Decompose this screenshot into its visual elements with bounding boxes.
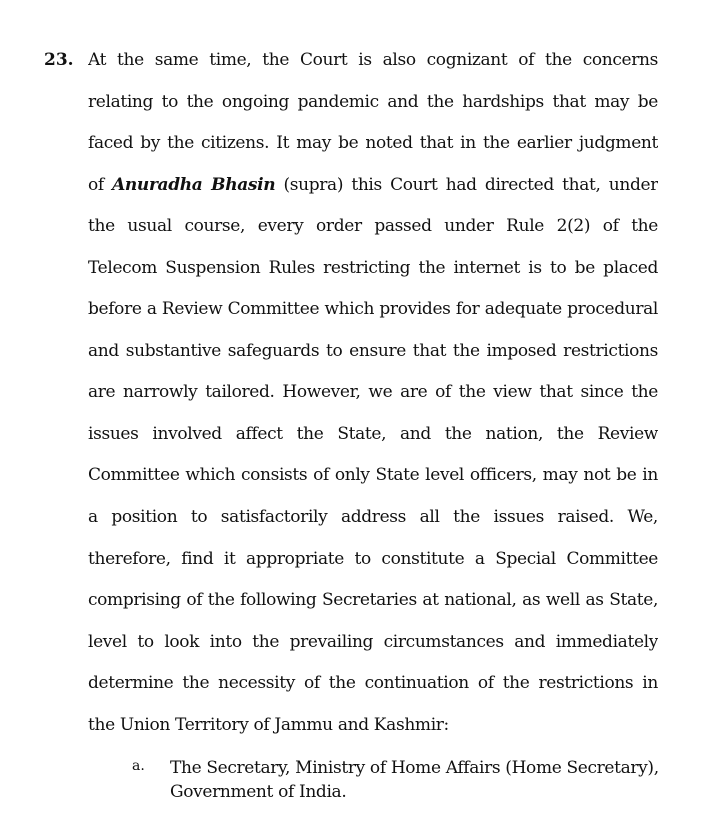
paragraph-line: a position to satisfactorily address all the issues raised. We,	[88, 507, 658, 528]
line-prefix: of	[88, 174, 104, 195]
paragraph-line: the Union Territory of Jammu and Kashmir:	[88, 714, 449, 735]
paragraph-line: At the same time, the Court is also cognizant of the concerns	[88, 50, 658, 70]
paragraph-line: comprising of the following Secretaries at national, as well as State,	[88, 590, 658, 611]
sub-item-line: The Secretary, Ministry of Home Affairs (Home Secretary),	[170, 758, 659, 778]
paragraph-line: therefore, find it appropriate to constitute a Special Committee	[88, 548, 658, 569]
line-suffix: (supra) this Court had directed that, under	[283, 174, 658, 195]
paragraph-line: Committee which consists of only State level officers, may not be in	[88, 465, 658, 486]
paragraph-line: level to look into the prevailing circumstances and immediately	[88, 631, 658, 652]
paragraph-line: and substantive safeguards to ensure that the imposed restrictions	[88, 340, 658, 361]
paragraph-line: issues involved affect the State, and the nation, the Review	[88, 423, 658, 444]
paragraph-line: before a Review Committee which provides for adequate procedural	[88, 299, 658, 320]
paragraph-line-with-case	[88, 175, 658, 195]
paragraph-line: determine the necessity of the continuation of the restrictions in	[88, 673, 658, 694]
paragraph-line: relating to the ongoing pandemic and the hardships that may be	[88, 91, 658, 112]
paragraph-line: Telecom Suspension Rules restricting the internet is to be placed	[88, 257, 658, 278]
sub-item-line: Government of India.	[170, 782, 347, 802]
paragraph-line: faced by the citizens. It may be noted that in the earlier judgment	[88, 133, 658, 154]
paragraph-body	[88, 50, 658, 756]
paragraph-number: 23.	[44, 50, 74, 70]
paragraph-line: are narrowly tailored. However, we are of the view that since the	[88, 382, 658, 403]
sub-item-text	[170, 756, 662, 804]
sub-item-marker: a.	[132, 758, 145, 774]
case-name: Anuradha Bhasin	[112, 174, 276, 195]
paragraph-line: the usual course, every order passed under Rule 2(2) of the	[88, 216, 658, 237]
